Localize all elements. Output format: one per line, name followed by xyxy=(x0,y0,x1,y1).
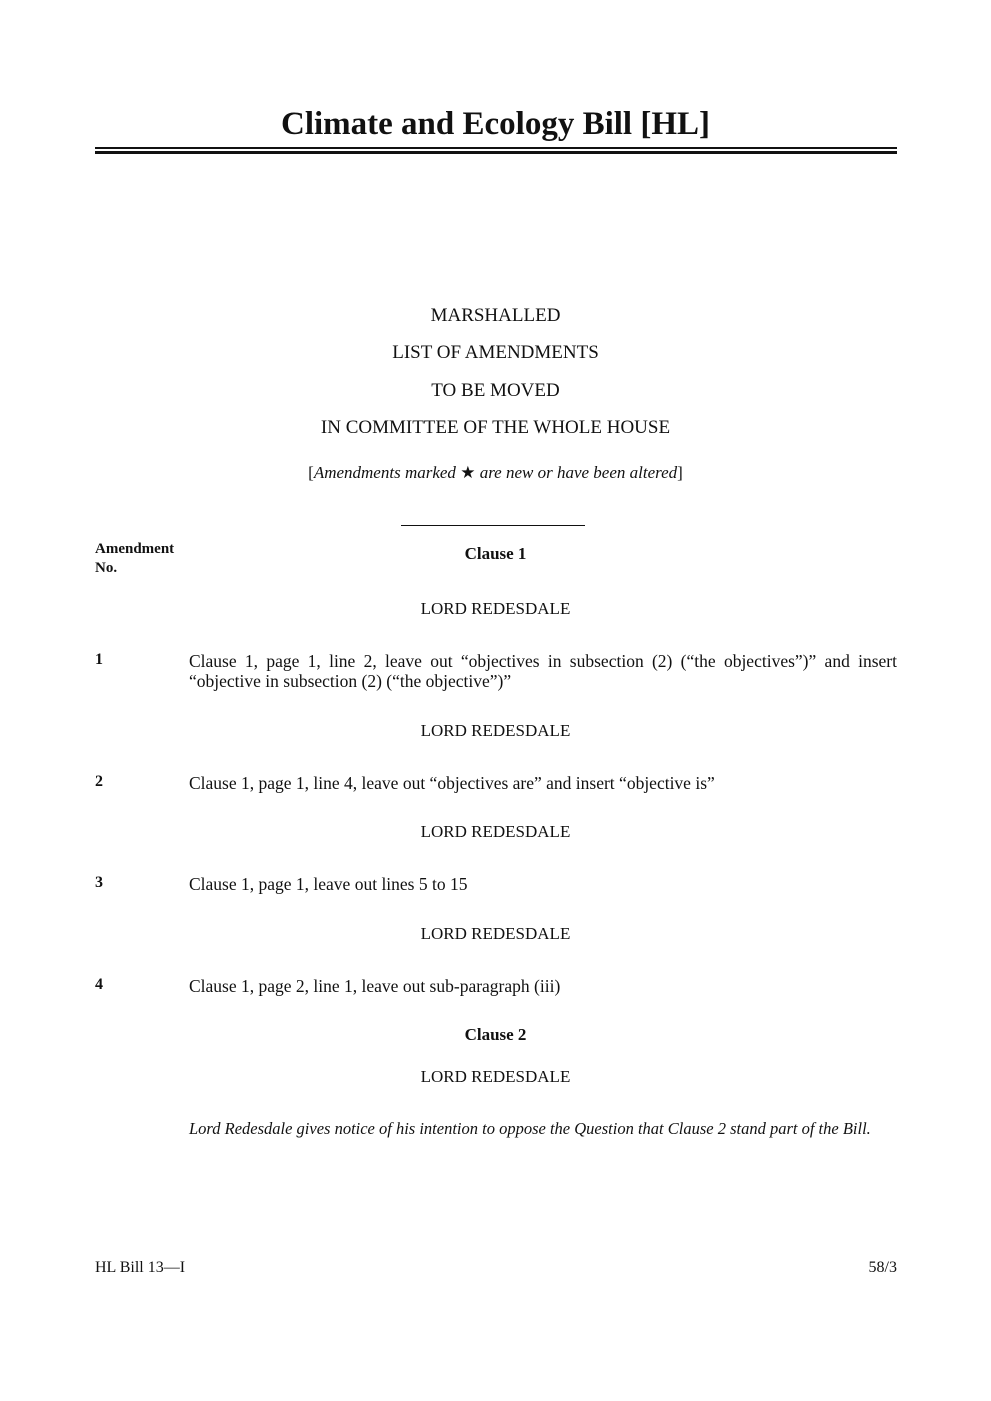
amendments-note xyxy=(0,463,991,483)
amendment-number: 2 xyxy=(95,773,103,790)
amendment-text: Clause 1, page 1, line 4, leave out “objectives are” and insert “objective is” xyxy=(189,773,715,793)
member-name: LORD REDESDALE xyxy=(420,1067,571,1086)
heading-line: TO BE MOVED xyxy=(431,380,560,401)
clause-heading: Clause 1 xyxy=(464,544,527,563)
heading-line: MARSHALLED xyxy=(430,305,561,326)
amendment-text: Clause 1, page 1, leave out lines 5 to 15 xyxy=(189,874,468,894)
bracket: ] xyxy=(677,463,683,482)
label-line: No. xyxy=(95,560,118,576)
document-title: Climate and Ecology Bill [HL] xyxy=(281,106,710,142)
title-rule-thick xyxy=(95,151,897,154)
member-name: LORD REDESDALE xyxy=(420,822,571,841)
note-text: Amendments marked xyxy=(313,463,461,482)
amendment-number: 1 xyxy=(95,651,103,668)
bracket: [ xyxy=(308,463,314,482)
bill-reference: HL Bill 13—I xyxy=(95,1259,186,1276)
label-line: Amendment xyxy=(95,541,175,557)
heading-line: IN COMMITTEE OF THE WHOLE HOUSE xyxy=(320,417,671,438)
amendment-text: Clause 1, page 2, line 1, leave out sub-paragraph (iii) xyxy=(189,976,561,996)
amendment-text: Clause 1, page 1, line 2, leave out “objectives in subsection (2) (“the objectives”)” and insert “objective in subsection (2) (“the objective”)” xyxy=(189,651,897,691)
divider xyxy=(401,525,585,526)
member-name: LORD REDESDALE xyxy=(420,721,571,740)
stand-part-notice: Lord Redesdale gives notice of his intention to oppose the Question that Clause 2 stand part of the Bill. xyxy=(189,1119,871,1138)
heading-line: LIST OF AMENDMENTS xyxy=(392,342,599,363)
member-name: LORD REDESDALE xyxy=(420,599,571,618)
note-text: are new or have been altered xyxy=(475,463,678,482)
amendment-number: 3 xyxy=(95,874,103,891)
amendment-number: 4 xyxy=(95,976,103,993)
star-icon: ★ xyxy=(460,463,476,482)
clause-heading: Clause 2 xyxy=(464,1025,527,1044)
title-rule-thin xyxy=(95,147,897,149)
page-reference: 58/3 xyxy=(868,1259,897,1276)
member-name: LORD REDESDALE xyxy=(420,924,571,943)
